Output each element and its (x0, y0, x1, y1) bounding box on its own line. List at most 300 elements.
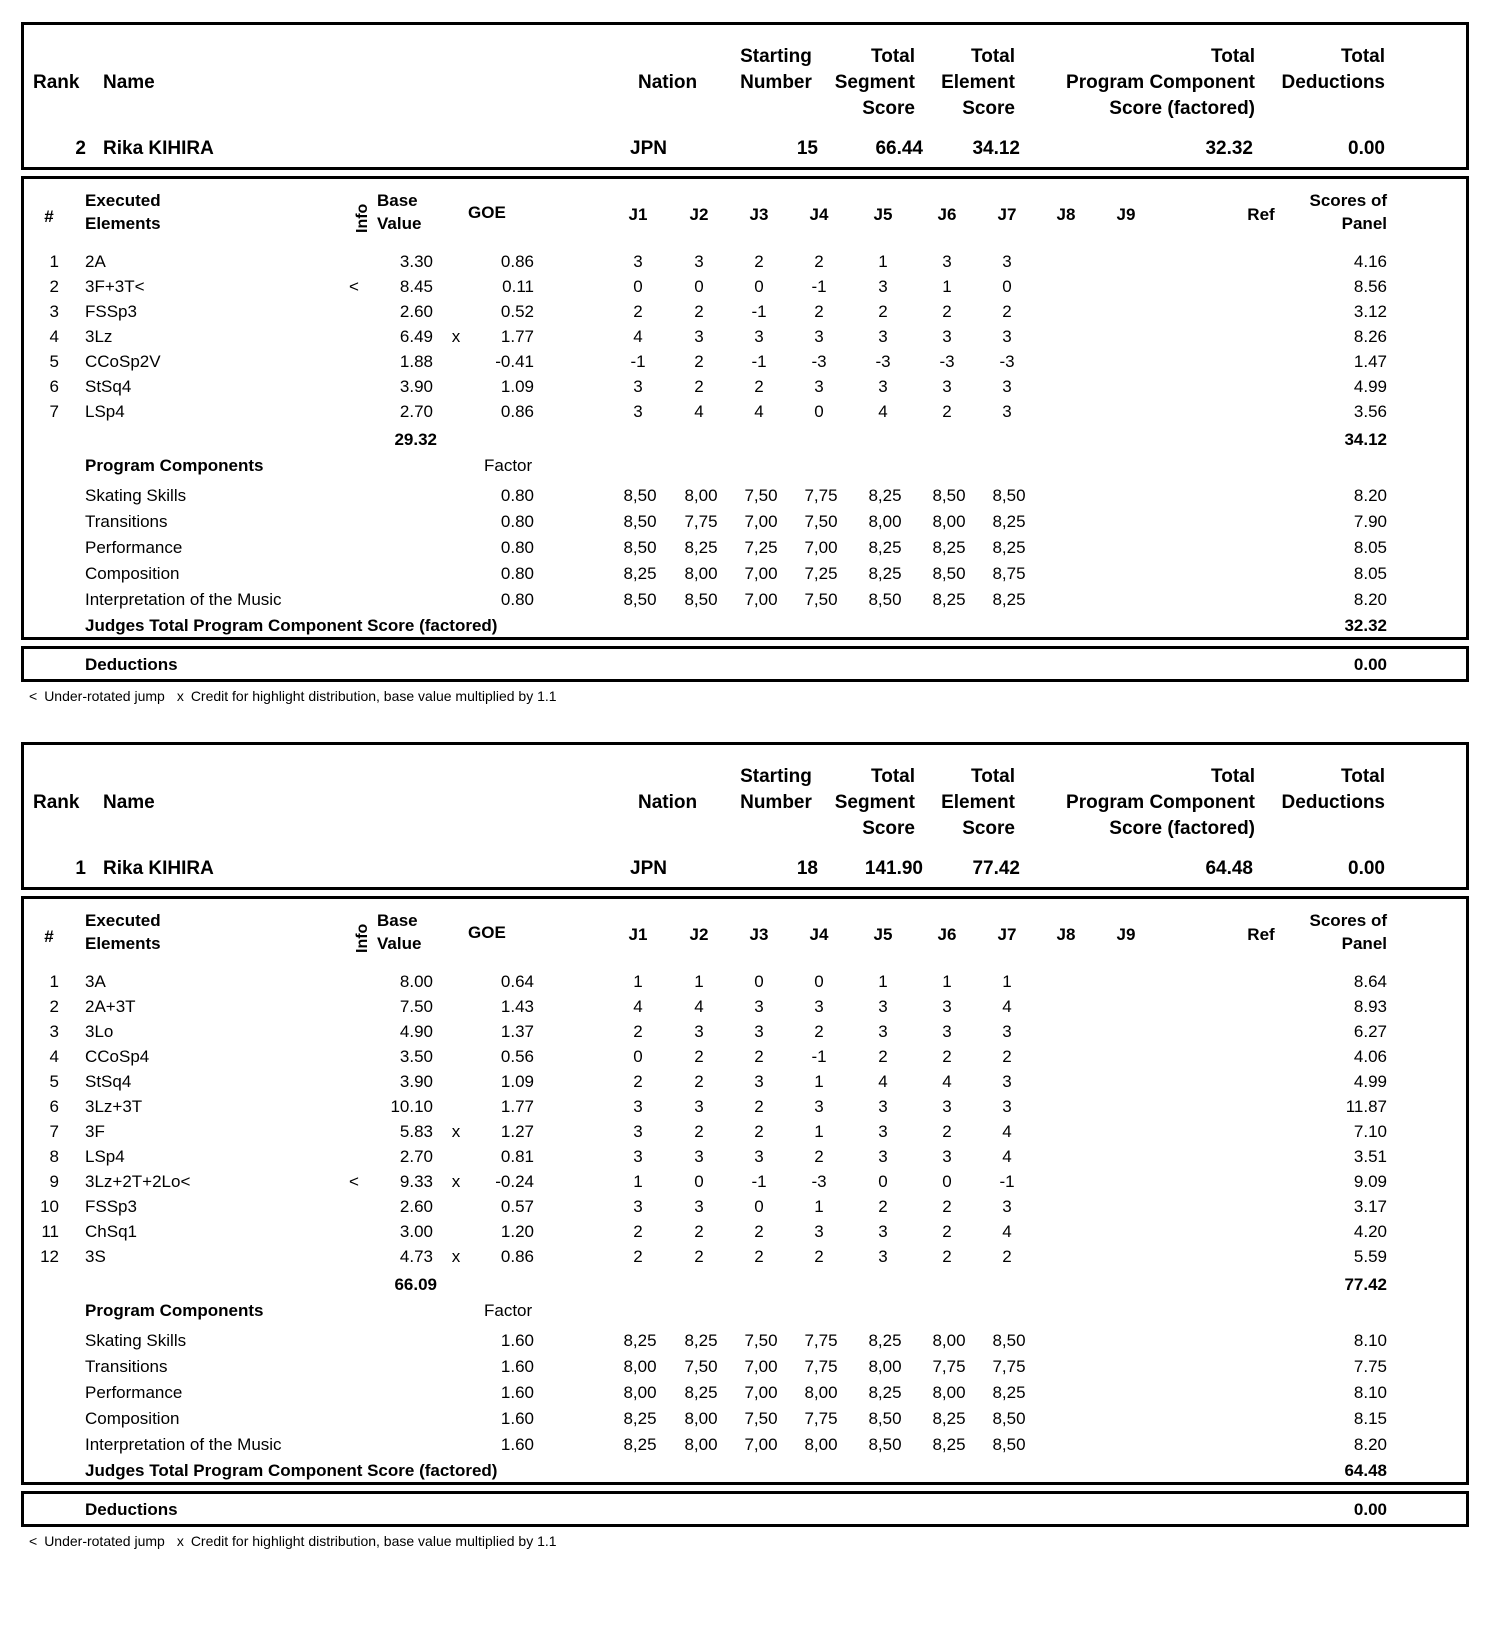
col-scores-of-panel: Panel (1341, 934, 1387, 953)
pcs-value: 32.32 (1205, 138, 1253, 159)
element-number: 6 (49, 377, 59, 396)
nation-value: JPN (630, 138, 667, 159)
deductions-value: 0.00 (1348, 138, 1385, 159)
element-score-label: Score (962, 818, 1015, 839)
element-goe: 0.86 (500, 1247, 534, 1266)
component-judge-score: 7,00 (744, 1383, 778, 1402)
component-name: Skating Skills (85, 1331, 187, 1350)
component-judge-score: 8,50 (684, 590, 718, 609)
element-judge-score: 2 (878, 1047, 888, 1066)
element-number: 12 (40, 1247, 59, 1266)
element-number: 5 (49, 1072, 59, 1091)
element-code: 2A (85, 252, 106, 271)
deductions-label: Deductions (1281, 72, 1385, 93)
element-base-value: 2.70 (399, 402, 433, 421)
element-judge-score: 2 (814, 1247, 824, 1266)
component-judge-score: 8,00 (932, 1331, 966, 1350)
col-judge-j2: J2 (689, 925, 709, 944)
deductions-label: Deductions (1281, 792, 1385, 813)
element-judge-score: 3 (1002, 1097, 1012, 1116)
element-judge-score: 3 (878, 1122, 888, 1141)
component-judge-score: 8,00 (804, 1383, 838, 1402)
component-judge-score: 7,00 (744, 1357, 778, 1376)
col-judge-j6: J6 (937, 925, 957, 944)
nation-label: Nation (638, 792, 698, 813)
element-base-value: 2.60 (399, 302, 433, 321)
element-number: 3 (49, 1022, 59, 1041)
component-judge-score: 7,50 (804, 512, 838, 531)
element-panel-score: 11.87 (1345, 1097, 1387, 1116)
component-judge-score: 8,75 (992, 564, 1026, 583)
component-factor: 1.60 (500, 1383, 534, 1402)
starting-number-label: Number (740, 792, 812, 813)
element-info: < (349, 1172, 359, 1191)
program-components-heading: Program Components (85, 456, 264, 475)
element-judge-score: 2 (754, 377, 764, 396)
element-judge-score: 3 (814, 997, 824, 1016)
col-executed-elements: Elements (85, 934, 161, 953)
element-score-label: Score (962, 98, 1015, 119)
col-info: Info (354, 203, 371, 233)
element-judge-score: -1 (999, 1172, 1015, 1191)
deductions-label: Deductions (85, 655, 178, 674)
element-code: LSp4 (85, 1147, 125, 1166)
element-judge-score: 2 (633, 302, 643, 321)
element-judge-score: 3 (694, 1147, 704, 1166)
component-judge-score: 8,25 (932, 1435, 966, 1454)
element-panel-score: 7.10 (1353, 1122, 1387, 1141)
component-judge-score: 8,50 (868, 1435, 902, 1454)
legend-under-rotated-symbol: < (29, 1533, 38, 1549)
element-goe: 1.20 (500, 1222, 534, 1241)
component-factor: 1.60 (500, 1331, 534, 1350)
component-name: Performance (85, 1383, 183, 1402)
element-judge-score: 4 (1002, 1147, 1012, 1166)
component-judge-score: 7,50 (684, 1357, 718, 1376)
element-panel-score: 3.17 (1353, 1197, 1387, 1216)
component-panel-score: 7.90 (1353, 512, 1387, 531)
element-number: 1 (49, 972, 59, 991)
element-judge-score: 2 (814, 252, 824, 271)
col-judge-j9: J9 (1116, 925, 1136, 944)
element-judge-score: 3 (878, 1247, 888, 1266)
elements-total: 34.12 (1344, 430, 1387, 449)
segment-score-label: Score (862, 818, 915, 839)
element-judge-score: 3 (878, 327, 888, 346)
col-judge-j7: J7 (997, 925, 1017, 944)
element-score-label: Total (971, 46, 1015, 67)
element-judge-score: 3 (814, 327, 824, 346)
element-judge-score: 2 (694, 1222, 704, 1241)
element-panel-score: 3.56 (1353, 402, 1387, 421)
component-panel-score: 8.20 (1353, 590, 1387, 609)
element-judge-score: 0 (754, 277, 764, 296)
component-name: Transitions (85, 1357, 168, 1376)
element-judge-score: 3 (633, 1197, 643, 1216)
element-judge-score: 1 (942, 277, 952, 296)
element-bonus-mark: x (451, 1172, 461, 1191)
element-judge-score: 1 (814, 1072, 824, 1091)
element-judge-score: 2 (754, 1122, 764, 1141)
element-number: 11 (41, 1222, 59, 1241)
component-judge-score: 7,75 (932, 1357, 966, 1376)
component-judge-score: 7,75 (992, 1357, 1026, 1376)
col-judge-j8: J8 (1056, 925, 1076, 944)
element-base-value: 3.50 (399, 1047, 433, 1066)
program-components-heading: Program Components (85, 1301, 264, 1320)
col-judge-j4: J4 (809, 205, 829, 224)
element-goe: -0.24 (495, 1172, 534, 1191)
component-judge-score: 8,25 (868, 1331, 902, 1350)
element-judge-score: 0 (814, 972, 824, 991)
component-panel-score: 8.05 (1353, 538, 1387, 557)
element-judge-score: 3 (633, 1097, 643, 1116)
element-number: 1 (49, 252, 59, 271)
col-hash: # (44, 927, 54, 946)
component-panel-score: 8.20 (1353, 486, 1387, 505)
segment-score-label: Segment (834, 792, 915, 813)
element-judge-score: 4 (694, 402, 704, 421)
component-judge-score: 7,50 (744, 1409, 778, 1428)
component-judge-score: 7,75 (804, 486, 838, 505)
legend (29, 687, 569, 705)
element-base-value: 4.73 (399, 1247, 433, 1266)
element-judge-score: 3 (694, 252, 704, 271)
deductions-value: 0.00 (1348, 858, 1385, 879)
component-judge-score: 8,25 (868, 1383, 902, 1402)
element-judge-score: 3 (1002, 377, 1012, 396)
element-goe: 0.11 (502, 277, 534, 296)
element-goe: 1.09 (500, 377, 534, 396)
element-code: 3S (85, 1247, 106, 1266)
element-judge-score: 4 (633, 997, 643, 1016)
col-ref: Ref (1247, 205, 1275, 224)
element-goe: 1.27 (500, 1122, 534, 1141)
element-judge-score: 2 (942, 302, 952, 321)
component-judge-score: 8,50 (932, 486, 966, 505)
element-judge-score: 3 (878, 1022, 888, 1041)
element-judge-score: 4 (754, 402, 764, 421)
element-judge-score: 2 (814, 1147, 824, 1166)
element-code: StSq4 (85, 1072, 132, 1091)
component-judge-score: 7,75 (804, 1331, 838, 1350)
element-judge-score: 0 (754, 1197, 764, 1216)
col-goe: GOE (468, 203, 506, 222)
element-judge-score: 3 (1002, 327, 1012, 346)
pcs-label: Total (1211, 766, 1255, 787)
component-judge-score: 8,25 (932, 1409, 966, 1428)
element-judge-score: 3 (942, 377, 952, 396)
component-judge-score: 8,25 (992, 590, 1026, 609)
col-executed-elements: Executed (85, 191, 161, 210)
element-goe: 1.43 (500, 997, 534, 1016)
element-code: 2A+3T (85, 997, 136, 1016)
element-number: 2 (49, 997, 59, 1016)
score-sheet (0, 742, 1490, 1549)
component-judge-score: 8,00 (868, 512, 902, 531)
element-goe: 0.64 (500, 972, 534, 991)
col-executed-elements: Elements (85, 214, 161, 233)
element-code: CCoSp2V (85, 352, 161, 371)
component-factor: 0.80 (500, 512, 534, 531)
element-score-value: 77.42 (972, 858, 1020, 879)
component-judge-score: 8,50 (623, 512, 657, 531)
element-judge-score: 1 (878, 252, 888, 271)
element-judge-score: 2 (942, 1222, 952, 1241)
element-score-label: Total (971, 766, 1015, 787)
element-judge-score: 2 (633, 1247, 643, 1266)
component-judge-score: 8,50 (932, 564, 966, 583)
component-factor: 0.80 (500, 486, 534, 505)
element-judge-score: -1 (751, 352, 767, 371)
element-judge-score: 2 (694, 352, 704, 371)
element-base-value: 3.30 (399, 252, 433, 271)
element-judge-score: -1 (751, 302, 767, 321)
element-judge-score: 3 (878, 997, 888, 1016)
deductions-label: Deductions (85, 1500, 178, 1519)
component-judge-score: 7,50 (744, 1331, 778, 1350)
component-name: Skating Skills (85, 486, 187, 505)
element-judge-score: 4 (942, 1072, 952, 1091)
element-code: 3Lo (85, 1022, 114, 1041)
component-name: Interpretation of the Music (85, 1435, 282, 1454)
element-judge-score: 1 (633, 972, 643, 991)
col-judge-j1: J1 (628, 925, 648, 944)
legend (29, 1532, 569, 1550)
element-goe: 0.86 (500, 402, 534, 421)
col-judge-j7: J7 (997, 205, 1017, 224)
col-judge-j4: J4 (809, 925, 829, 944)
col-judge-j3: J3 (749, 925, 769, 944)
element-panel-score: 8.26 (1353, 327, 1387, 346)
col-judge-j1: J1 (628, 205, 648, 224)
element-code: ChSq1 (85, 1222, 137, 1241)
element-judge-score: 3 (1002, 402, 1012, 421)
element-judge-score: 2 (878, 302, 888, 321)
element-panel-score: 9.09 (1353, 1172, 1387, 1191)
col-judge-j5: J5 (873, 205, 893, 224)
element-judge-score: 3 (754, 327, 764, 346)
component-judge-score: 8,50 (623, 538, 657, 557)
element-judge-score: 2 (754, 1222, 764, 1241)
element-code: FSSp3 (85, 302, 137, 321)
element-judge-score: 3 (694, 1197, 704, 1216)
component-judge-score: 8,50 (868, 590, 902, 609)
element-base-value: 3.90 (399, 1072, 433, 1091)
legend-under-rotated-text: Under-rotated jump (44, 1533, 165, 1549)
component-judge-score: 8,50 (992, 1435, 1026, 1454)
component-judge-score: 8,50 (868, 1409, 902, 1428)
element-judge-score: 0 (694, 277, 704, 296)
element-number: 2 (49, 277, 59, 296)
summary-header (21, 742, 1469, 890)
component-judge-score: 8,25 (992, 512, 1026, 531)
element-judge-score: -3 (999, 352, 1015, 371)
deductions-box (21, 1491, 1469, 1527)
component-judge-score: 8,25 (684, 1383, 718, 1402)
component-judge-score: 7,00 (744, 1435, 778, 1454)
element-judge-score: 3 (942, 997, 952, 1016)
component-panel-score: 8.10 (1353, 1331, 1387, 1350)
element-judge-score: -1 (751, 1172, 767, 1191)
component-judge-score: 8,50 (623, 590, 657, 609)
element-judge-score: 1 (942, 972, 952, 991)
component-judge-score: 8,00 (932, 512, 966, 531)
element-judge-score: 0 (754, 972, 764, 991)
component-judge-score: 8,00 (932, 1383, 966, 1402)
pcs-label: Score (factored) (1109, 98, 1255, 119)
element-judge-score: 4 (878, 402, 888, 421)
legend-bonus-text: Credit for highlight distribution, base value multiplied by 1.1 (190, 1533, 557, 1549)
component-panel-score: 8.10 (1353, 1383, 1387, 1402)
component-judge-score: 7,50 (804, 590, 838, 609)
element-judge-score: 0 (1002, 277, 1012, 296)
element-number: 10 (40, 1197, 59, 1216)
element-judge-score: 3 (878, 1097, 888, 1116)
element-code: StSq4 (85, 377, 132, 396)
skater-name: Rika KIHIRA (103, 858, 214, 879)
component-judge-score: 8,00 (623, 1383, 657, 1402)
element-goe: 1.09 (500, 1072, 534, 1091)
element-judge-score: 0 (694, 1172, 704, 1191)
segment-score-value: 66.44 (875, 138, 923, 159)
judges-total-pcs-label: Judges Total Program Component Score (factored) (85, 616, 498, 635)
deductions-total: 0.00 (1353, 655, 1387, 674)
element-judge-score: 2 (754, 1247, 764, 1266)
judges-total-pcs-label: Judges Total Program Component Score (factored) (85, 1461, 498, 1480)
component-judge-score: 8,00 (804, 1435, 838, 1454)
elements-total: 77.42 (1344, 1275, 1387, 1294)
pcs-total: 32.32 (1344, 616, 1387, 635)
element-judge-score: 3 (633, 402, 643, 421)
element-panel-score: 8.64 (1353, 972, 1387, 991)
rank-label: Rank (33, 792, 80, 813)
pcs-total: 64.48 (1344, 1461, 1387, 1480)
component-judge-score: 7,00 (744, 564, 778, 583)
component-judge-score: 8,25 (932, 590, 966, 609)
element-judge-score: 2 (633, 1022, 643, 1041)
pcs-label: Program Component (1066, 72, 1255, 93)
element-judge-score: 3 (878, 1222, 888, 1241)
component-judge-score: 7,75 (804, 1357, 838, 1376)
component-judge-score: 7,75 (804, 1409, 838, 1428)
component-judge-score: 8,00 (684, 1409, 718, 1428)
element-base-value: 2.60 (399, 1197, 433, 1216)
col-scores-of-panel: Scores of (1309, 191, 1387, 210)
element-judge-score: -1 (811, 1047, 827, 1066)
component-judge-score: 8,00 (684, 564, 718, 583)
factor-heading: Factor (484, 456, 533, 475)
element-bonus-mark: x (451, 1247, 461, 1266)
col-base-value: Base (377, 191, 418, 210)
element-judge-score: 3 (754, 1147, 764, 1166)
component-judge-score: 8,25 (684, 538, 718, 557)
component-factor: 0.80 (500, 590, 534, 609)
component-name: Transitions (85, 512, 168, 531)
element-goe: 0.52 (500, 302, 534, 321)
element-judge-score: 3 (942, 327, 952, 346)
component-factor: 1.60 (500, 1435, 534, 1454)
rank-value: 2 (75, 138, 86, 159)
component-judge-score: 7,50 (744, 486, 778, 505)
name-label: Name (103, 792, 155, 813)
pcs-label: Total (1211, 46, 1255, 67)
col-scores-of-panel: Panel (1341, 214, 1387, 233)
element-panel-score: 4.99 (1353, 377, 1387, 396)
component-judge-score: 8,00 (623, 1357, 657, 1376)
element-base-value: 5.83 (399, 1122, 433, 1141)
component-judge-score: 8,25 (623, 1331, 657, 1350)
element-judge-score: 2 (878, 1197, 888, 1216)
element-panel-score: 8.56 (1353, 277, 1387, 296)
element-judge-score: 3 (1002, 1022, 1012, 1041)
component-judge-score: 8,25 (623, 564, 657, 583)
base-value-total: 66.09 (394, 1275, 437, 1294)
col-judge-j5: J5 (873, 925, 893, 944)
starting-number-value: 18 (796, 858, 818, 879)
element-score-label: Element (941, 72, 1015, 93)
element-judge-score: 4 (1002, 1222, 1012, 1241)
col-goe: GOE (468, 923, 506, 942)
element-judge-score: 4 (633, 327, 643, 346)
component-panel-score: 8.05 (1353, 564, 1387, 583)
element-judge-score: 2 (942, 402, 952, 421)
legend-under-rotated-text: Under-rotated jump (44, 688, 165, 704)
segment-score-label: Total (871, 46, 915, 67)
element-judge-score: 3 (633, 252, 643, 271)
component-judge-score: 8,25 (623, 1435, 657, 1454)
element-code: LSp4 (85, 402, 125, 421)
element-code: 3A (85, 972, 106, 991)
starting-number-label: Number (740, 72, 812, 93)
component-judge-score: 8,25 (992, 1383, 1026, 1402)
element-goe: 0.57 (500, 1197, 534, 1216)
element-judge-score: 1 (814, 1122, 824, 1141)
element-judge-score: 2 (694, 1047, 704, 1066)
skater-name: Rika KIHIRA (103, 138, 214, 159)
element-code: 3F+3T< (85, 277, 145, 296)
component-judge-score: 7,25 (744, 538, 778, 557)
starting-number-label: Starting (740, 46, 812, 67)
element-judge-score: 4 (694, 997, 704, 1016)
element-judge-score: 3 (1002, 252, 1012, 271)
element-code: 3Lz+3T (85, 1097, 143, 1116)
element-judge-score: 3 (814, 1222, 824, 1241)
legend-bonus-symbol: x (176, 688, 184, 704)
element-goe: 1.77 (500, 1097, 534, 1116)
element-judge-score: 3 (694, 327, 704, 346)
element-number: 5 (49, 352, 59, 371)
element-judge-score: 3 (1002, 1072, 1012, 1091)
name-label: Name (103, 72, 155, 93)
deductions-total: 0.00 (1353, 1500, 1387, 1519)
element-judge-score: 3 (942, 252, 952, 271)
element-code: 3Lz (85, 327, 113, 346)
element-number: 6 (49, 1097, 59, 1116)
element-base-value: 3.90 (399, 377, 433, 396)
component-judge-score: 8,25 (932, 538, 966, 557)
deductions-label: Total (1341, 46, 1385, 67)
col-executed-elements: Executed (85, 911, 161, 930)
deductions-label: Total (1341, 766, 1385, 787)
element-goe: 1.77 (500, 327, 534, 346)
segment-score-value: 141.90 (864, 858, 923, 879)
component-factor: 1.60 (500, 1357, 534, 1376)
element-judge-score: 2 (754, 1047, 764, 1066)
element-judge-score: -1 (811, 277, 827, 296)
col-base-value: Value (377, 934, 422, 953)
legend-bonus-text: Credit for highlight distribution, base value multiplied by 1.1 (190, 688, 557, 704)
